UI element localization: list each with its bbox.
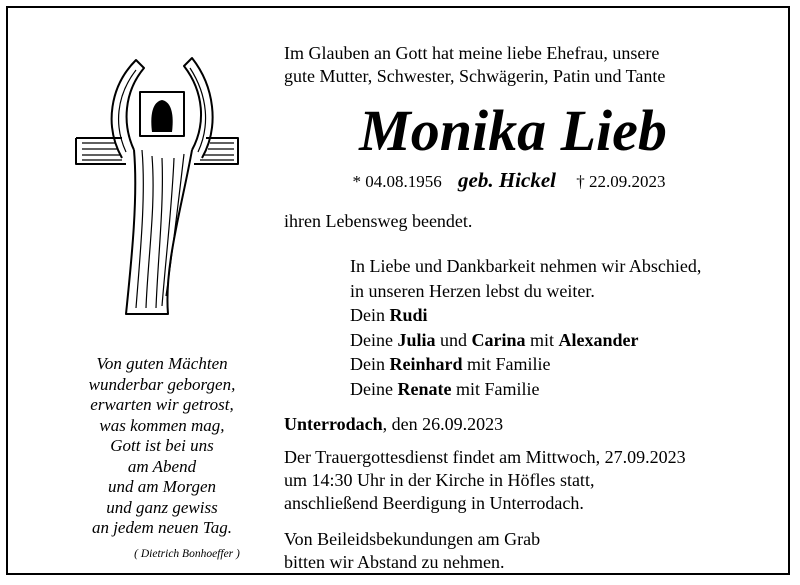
- place-date-text: , den 26.09.2023: [382, 414, 504, 434]
- mourner-name: Rudi: [389, 305, 428, 325]
- farewell-line-1: In Liebe und Dankbarkeit nehmen wir Abschied,: [350, 256, 702, 276]
- intro-line-1: Im Glauben an Gott hat meine liebe Ehefrau, unsere: [284, 43, 660, 63]
- mourner-prefix: Deine: [350, 329, 393, 350]
- service-info: [284, 446, 784, 515]
- place-date: [284, 414, 503, 435]
- mourner-row: [350, 352, 790, 377]
- lebensweg-text: ihren Lebensweg beendet.: [284, 211, 473, 231]
- mourner-name: Reinhard: [389, 354, 463, 374]
- family-farewell: [350, 254, 790, 401]
- poem-line: was kommen mag,: [99, 415, 225, 435]
- mourner-name: Julia: [397, 329, 436, 350]
- intro-line-2: gute Mutter, Schwester, Schwägerin, Patin und Tante: [284, 66, 666, 86]
- mourner-row: [350, 377, 790, 402]
- mourner-prefix: Deine: [350, 378, 393, 399]
- obituary-frame: [6, 6, 790, 575]
- mourner-name: Alexander: [558, 329, 639, 350]
- condolence-note: [284, 528, 784, 574]
- poem-line: erwarten wir getrost,: [90, 395, 234, 414]
- intro-text: [284, 42, 784, 88]
- place-town: Unterrodach: [284, 414, 383, 434]
- poem-line: am Abend: [127, 456, 197, 476]
- poem-line: und am Morgen: [108, 477, 216, 496]
- maiden-name: geb. Hickel: [458, 168, 556, 192]
- mourner-name: Carina: [471, 329, 526, 350]
- poem-line: und ganz gewiss: [106, 497, 218, 517]
- mourner-prefix: Dein: [350, 354, 385, 374]
- service-line-2: um 14:30 Uhr in der Kirche in Höfles statt,: [284, 470, 595, 490]
- mourner-connector: und: [440, 329, 467, 350]
- farewell-line-2: in unseren Herzen lebst du weiter.: [350, 280, 595, 301]
- cross-with-figure-icon: [64, 46, 254, 326]
- mourner-suffix: mit Familie: [467, 354, 551, 374]
- poem-line: Von guten Mächten: [96, 354, 228, 373]
- poem-line: wunderbar geborgen,: [88, 374, 236, 394]
- service-line-3: anschließend Beerdigung in Unterrodach.: [284, 493, 584, 513]
- mourner-name: Renate: [397, 378, 452, 399]
- death-date: † 22.09.2023: [576, 172, 666, 191]
- poem: [52, 354, 272, 564]
- condolence-line-2: bitten wir Abstand zu nehmen.: [284, 552, 505, 572]
- mourner-row: [350, 303, 790, 328]
- poem-line: an jedem neuen Tag.: [91, 518, 233, 537]
- life-dates: [284, 168, 734, 193]
- mourner-suffix: mit Familie: [455, 378, 540, 399]
- mourner-row: [350, 328, 790, 353]
- deceased-name: Monika Lieb: [359, 98, 667, 163]
- mourner-prefix: Dein: [350, 305, 385, 325]
- mourner-connector: mit: [530, 329, 555, 350]
- poem-line: Gott ist bei uns: [110, 436, 214, 455]
- poem-author: ( Dietrich Bonhoeffer ): [134, 547, 240, 560]
- service-line-1: Der Trauergottesdienst findet am Mittwoch, 27.09.2023: [284, 447, 686, 467]
- birth-date: * 04.08.1956: [352, 172, 442, 191]
- condolence-line-1: Von Beileidsbekundungen am Grab: [284, 529, 541, 549]
